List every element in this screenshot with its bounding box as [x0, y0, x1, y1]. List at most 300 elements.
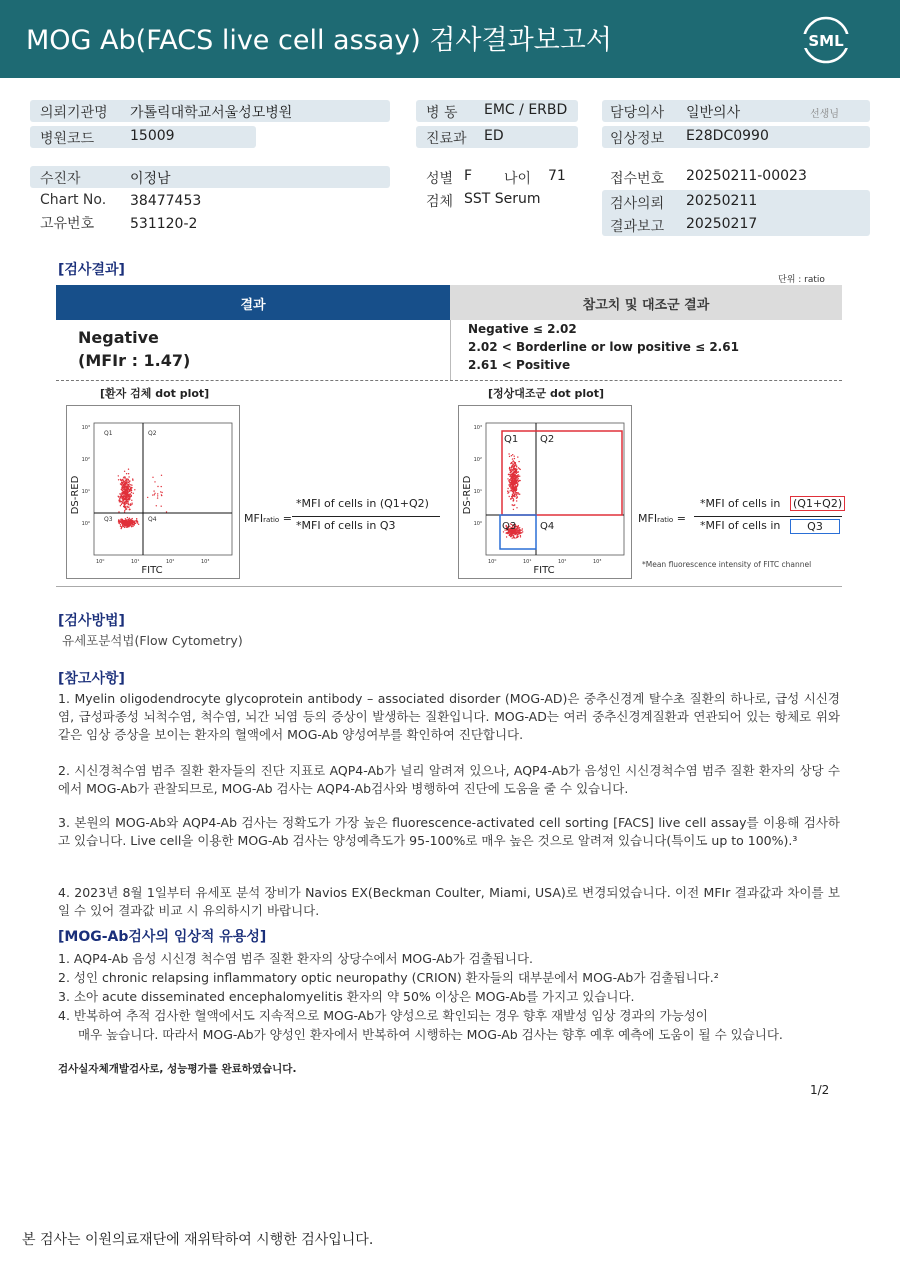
scatter-dot: [124, 527, 125, 528]
scatter-dot: [516, 478, 517, 479]
scatter-dot: [121, 484, 122, 485]
scatter-dot: [506, 532, 507, 533]
patient-mfi-eq: =: [282, 512, 292, 525]
reference-line2: 2.02 < Borderline or low positive ≤ 2.61: [468, 340, 739, 354]
specimen-value: SST Serum: [464, 191, 541, 207]
scatter-dot: [512, 473, 513, 474]
scatter-dot: [128, 489, 129, 490]
scatter-dot: [511, 467, 512, 468]
scatter-dot: [514, 479, 515, 480]
scatter-dot: [125, 518, 126, 519]
scatter-dot: [125, 503, 126, 504]
receipt-value: 20250211-00023: [686, 168, 807, 184]
scatter-dot: [511, 462, 512, 463]
receipt-label: 접수번호: [610, 171, 665, 187]
institution-value: 가톨릭대학교서울성모병원: [130, 105, 293, 121]
patient-tick-x2: 10²: [166, 559, 175, 565]
clinical-item-3: 3. 소아 acute disseminated encephalomyelitis 환자의 약 50% 이상은 MOG-Ab를 가지고 있습니다.: [58, 989, 635, 1004]
scatter-dot: [121, 496, 122, 497]
scatter-dot: [517, 493, 518, 494]
clinical-item-4-cont: 매우 높습니다. 따라서 MOG-Ab가 양성인 환자에서 반복하여 시행하는 MOG-Ab 검사는 향후 예후 예측에 도움이 될 수 있습니다.: [78, 1027, 783, 1042]
scatter-dot: [161, 506, 162, 507]
patient-mfi-text: MFI: [244, 512, 264, 525]
scatter-dot: [160, 491, 161, 492]
scatter-dot: [130, 490, 131, 491]
scatter-dot: [130, 484, 131, 485]
scatter-dot: [157, 495, 158, 496]
result-col-title: 결과: [240, 298, 266, 313]
scatter-dot: [123, 524, 124, 525]
scatter-dot: [119, 521, 120, 522]
control-mfi-text: MFI: [638, 512, 658, 525]
scatter-dot: [123, 491, 124, 492]
control-x-axis: FITC: [533, 565, 555, 576]
bottom-note: 본 검사는 이원의료재단에 재위탁하여 시행한 검사입니다.: [22, 1232, 374, 1248]
report-title: MOG Ab(FACS live cell assay) 검사결과보고서: [26, 25, 612, 56]
control-y-axis: DS-RED: [462, 475, 473, 515]
control-q1: Q1: [504, 434, 519, 445]
scatter-dot: [152, 494, 153, 495]
scatter-dot: [124, 524, 125, 525]
scatter-dot: [122, 498, 123, 499]
control-tick-y0: 10³: [473, 425, 482, 431]
scatter-dot: [512, 466, 513, 467]
scatter-dot: [511, 476, 512, 477]
scatter-dot: [154, 481, 155, 482]
scatter-dot: [507, 478, 508, 479]
scatter-dot: [512, 461, 513, 462]
scatter-dot: [514, 458, 515, 459]
institution-label: 의뢰기관명: [40, 105, 108, 121]
scatter-dot: [521, 532, 522, 533]
scatter-dot: [132, 518, 133, 519]
patient-mfi-label: [244, 512, 292, 525]
scatter-dot: [520, 469, 521, 470]
patient-formula-numerator: *MFI of cells in (Q1+Q2): [296, 497, 429, 510]
scatter-dot: [128, 499, 129, 500]
scatter-dot: [519, 529, 520, 530]
scatter-dot: [157, 497, 158, 498]
scatter-dot: [131, 503, 132, 504]
scatter-dot: [518, 461, 519, 462]
control-q4: Q4: [540, 521, 555, 532]
scatter-dot: [516, 537, 517, 538]
scatter-dot: [515, 490, 516, 491]
sml-logo-icon: [800, 14, 852, 66]
patient-tick-y1: 10²: [81, 457, 90, 463]
scatter-dot: [518, 467, 519, 468]
scatter-dot: [120, 526, 121, 527]
scatter-dot: [517, 533, 518, 534]
chart-value: 38477453: [130, 193, 202, 209]
scatter-dot: [122, 520, 123, 521]
scatter-dot: [516, 492, 517, 493]
scatter-dot: [509, 484, 510, 485]
patient-q4: Q4: [148, 516, 157, 523]
scatter-dot: [128, 506, 129, 507]
scatter-dot: [122, 526, 123, 527]
scatter-dot: [120, 519, 121, 520]
scatter-dot: [129, 483, 130, 484]
control-mfi-eq: =: [676, 512, 686, 525]
scatter-dot: [157, 493, 158, 494]
scatter-dot: [120, 483, 121, 484]
clinical-label: 임상정보: [610, 131, 665, 147]
scatter-dot: [121, 480, 122, 481]
clinical-item-2: 2. 성인 chronic relapsing inflammatory optic neuropathy (CRION) 환자들의 대부분에서 MOG-Ab가 검출됩니다.²: [58, 970, 719, 985]
scatter-dot: [120, 479, 121, 480]
scatter-dot: [157, 486, 158, 487]
scatter-dot: [124, 502, 125, 503]
scatter-dot: [121, 495, 122, 496]
patient-tick-x1: 10¹: [131, 559, 140, 565]
patient-q2: Q2: [148, 430, 157, 437]
scatter-dot: [517, 479, 518, 480]
scatter-dot: [126, 473, 127, 474]
scatter-dot: [134, 489, 135, 490]
control-tick-y3: 10⁰: [473, 521, 482, 527]
note-2: 2. 시신경척수염 범주 질환 환자들의 진단 지표로 AQP4-Ab가 널리 알려져 있으나, AQP4-Ab가 음성인 시신경척수염 범주 질환 환자의 상당 수에서 MOG-Ab가 관찰되므로, MOG-Ab 검사는 AQP4-Ab검사와 병행하여 진단에 도움을 줄 수 있습니다.: [58, 763, 840, 796]
dept-value: ED: [484, 128, 504, 144]
scatter-dot: [516, 469, 517, 470]
patient-formula-denominator: *MFI of cells in Q3: [296, 519, 396, 532]
scatter-dot: [130, 523, 131, 524]
scatter-dot: [120, 505, 121, 506]
scatter-dot: [123, 480, 124, 481]
scatter-dot: [161, 486, 162, 487]
scatter-dot: [126, 493, 127, 494]
scatter-dot: [126, 527, 127, 528]
scatter-dot: [512, 534, 513, 535]
scatter-dot: [126, 480, 127, 481]
scatter-dot: [125, 496, 126, 497]
scatter-dot: [520, 535, 521, 536]
scatter-dot: [125, 487, 126, 488]
scatter-dot: [517, 484, 518, 485]
scatter-dot: [131, 525, 132, 526]
scatter-dot: [521, 530, 522, 531]
scatter-dot: [127, 487, 128, 488]
result-value-line2: (MFIr : 1.47): [78, 351, 191, 370]
control-plot-title: [정상대조군 dot plot]: [488, 387, 604, 400]
control-tick-x0: 10⁰: [488, 559, 497, 565]
scatter-dot: [514, 456, 515, 457]
scatter-dot: [517, 456, 518, 457]
scatter-dot: [128, 504, 129, 505]
scatter-dot: [522, 531, 523, 532]
scatter-dot: [124, 506, 125, 507]
scatter-dot: [519, 532, 520, 533]
clinical-section-title: [MOG-Ab검사의 임상적 유용성]: [58, 929, 267, 945]
scatter-dot: [122, 490, 123, 491]
scatter-dot: [133, 493, 134, 494]
scatter-dot: [132, 522, 133, 523]
scatter-dot: [161, 475, 162, 476]
scatter-dot: [516, 497, 517, 498]
scatter-dot: [508, 492, 509, 493]
patient-y-axis: DS-RED: [70, 475, 81, 515]
scatter-dot: [119, 499, 120, 500]
scatter-dot: [514, 469, 515, 470]
reference-line1: Negative ≤ 2.02: [468, 322, 577, 336]
patient-q3: Q3: [104, 516, 113, 523]
scatter-dot: [513, 486, 514, 487]
scatter-dot: [122, 485, 123, 486]
control-q3: Q3: [502, 521, 517, 532]
method-text: 유세포분석법(Flow Cytometry): [62, 633, 243, 648]
scatter-dot: [517, 530, 518, 531]
request-value: 20250211: [686, 193, 758, 209]
scatter-dot: [125, 494, 126, 495]
scatter-dot: [518, 480, 519, 481]
control-numerator-box: (Q1+Q2): [790, 496, 845, 511]
notes-section-title: [참고사항]: [58, 671, 125, 687]
mfi-footnote: *Mean fluorescence intensity of FITC channel: [642, 560, 812, 569]
scatter-dot: [507, 490, 508, 491]
scatter-dot: [516, 507, 517, 508]
scatter-dot: [127, 486, 128, 487]
scatter-dot: [132, 520, 133, 521]
scatter-dot: [153, 490, 154, 491]
scatter-dot: [131, 485, 132, 486]
scatter-dot: [516, 535, 517, 536]
patient-q1: Q1: [104, 430, 113, 437]
patient-x-axis: FITC: [141, 565, 163, 576]
control-fraction-line: [694, 516, 842, 517]
patient-tick-y0: 10³: [81, 425, 90, 431]
scatter-dot: [515, 470, 516, 471]
scatter-dot: [121, 489, 122, 490]
dashed-divider: [56, 380, 842, 381]
doctor-suffix: 선생님: [810, 109, 839, 120]
scatter-dot: [509, 535, 510, 536]
scatter-dot: [129, 524, 130, 525]
reference-col-title: 참고치 및 대조군 결과: [582, 298, 710, 313]
scatter-dot: [118, 519, 119, 520]
scatter-dot: [516, 476, 517, 477]
scatter-dot: [516, 500, 517, 501]
patient-tick-y3: 10⁰: [81, 521, 90, 527]
scatter-dot: [512, 494, 513, 495]
scatter-dot: [125, 492, 126, 493]
scatter-dot: [123, 482, 124, 483]
scatter-dot: [124, 523, 125, 524]
patient-tick-x0: 10⁰: [96, 559, 105, 565]
scatter-dot: [124, 521, 125, 522]
scatter-dot: [127, 517, 128, 518]
doctor-value: 일반의사: [686, 105, 741, 121]
scatter-dot: [131, 487, 132, 488]
info-bar-patient: [30, 166, 390, 188]
scatter-dot: [131, 504, 132, 505]
scatter-dot: [512, 537, 513, 538]
ward-value: EMC / ERBD: [484, 102, 568, 118]
scatter-dot: [512, 504, 513, 505]
scatter-dot: [130, 503, 131, 504]
control-tick-y2: 10¹: [473, 489, 482, 495]
scatter-dot: [161, 495, 162, 496]
sex-label: 성별: [426, 171, 454, 187]
patient-value: 이정남: [130, 171, 171, 187]
scatter-dot: [120, 524, 121, 525]
scatter-dot: [514, 532, 515, 533]
hospital-code-value: 15009: [130, 128, 175, 144]
scatter-dot: [511, 484, 512, 485]
scatter-dot: [126, 506, 127, 507]
scatter-dot: [131, 495, 132, 496]
scatter-dot: [506, 536, 507, 537]
scatter-dot: [126, 521, 127, 522]
scatter-dot: [133, 524, 134, 525]
control-formula-numerator: *MFI of cells in: [700, 497, 781, 510]
scatter-dot: [127, 491, 128, 492]
scatter-dot: [126, 481, 127, 482]
control-tick-x3: 10³: [593, 559, 602, 565]
scatter-dot: [513, 499, 514, 500]
scatter-dot: [512, 495, 513, 496]
scatter-dot: [512, 497, 513, 498]
scatter-dot: [130, 505, 131, 506]
scatter-dot: [123, 496, 124, 497]
note-4: 4. 2023년 8월 1일부터 유세포 분석 장비가 Navios EX(Beckman Coulter, Miami, USA)로 변경되었습니다. 이전 MFIr 결과값과 차이를 보일 수 있어 결과값 비교 시 유의하시기 바랍니다.: [58, 885, 840, 918]
scatter-dot: [515, 482, 516, 483]
patient-fraction-line: [292, 516, 440, 517]
dept-label: 진료과: [426, 131, 467, 147]
scatter-dot: [119, 522, 120, 523]
doctor-label: 담당의사: [610, 105, 665, 121]
scatter-dot: [509, 476, 510, 477]
scatter-dot: [124, 484, 125, 485]
scatter-dot: [124, 499, 125, 500]
scatter-dot: [511, 496, 512, 497]
scatter-dot: [136, 520, 137, 521]
scatter-dot: [508, 474, 509, 475]
scatter-dot: [522, 528, 523, 529]
scatter-dot: [152, 477, 153, 478]
scatter-dot: [512, 458, 513, 459]
report-value: 20250217: [686, 216, 758, 232]
scatter-dot: [154, 494, 155, 495]
clinical-item-1: 1. AQP4-Ab 음성 시신경 척수염 범주 질환 환자의 상당수에서 MOG-Ab가 검출됩니다.: [58, 951, 533, 966]
scatter-dot: [118, 511, 119, 512]
scatter-dot: [123, 500, 124, 501]
scatter-dot: [122, 502, 123, 503]
control-tick-y1: 10²: [473, 457, 482, 463]
scatter-dot: [509, 456, 510, 457]
control-tick-x1: 10¹: [523, 559, 532, 565]
scatter-dot: [125, 507, 126, 508]
scatter-dot: [516, 466, 517, 467]
scatter-dot: [510, 482, 511, 483]
scatter-dot: [125, 480, 126, 481]
scatter-dot: [518, 525, 519, 526]
scatter-dot: [519, 494, 520, 495]
scatter-dot: [118, 496, 119, 497]
scatter-dot: [128, 476, 129, 477]
scatter-dot: [126, 483, 127, 484]
clinical-value: E28DC0990: [686, 128, 769, 144]
result-value-line1: Negative: [78, 328, 159, 347]
scatter-dot: [128, 526, 129, 527]
request-label: 검사의뢰: [610, 196, 665, 212]
note-3: 3. 본원의 MOG-Ab와 AQP4-Ab 검사는 정확도가 가장 높은 fluorescence-activated cell sorting [FACS] live cell assay를 이용해 검사하고 있습니다. Live cell을 이용한 MOG-Ab 검사는 양성예측도가 95-100%로 매우 높은 것으로 알려져 있습니다(특이도 up to 100%).³: [58, 815, 840, 848]
scatter-dot: [128, 479, 129, 480]
scatter-dot: [126, 500, 127, 501]
patient-tick-y2: 10¹: [81, 489, 90, 495]
scatter-dot: [124, 510, 125, 511]
age-label: 나이: [504, 171, 532, 187]
scatter-dot: [132, 480, 133, 481]
scatter-dot: [129, 486, 130, 487]
scatter-dot: [125, 523, 126, 524]
note-1: 1. Myelin oligodendrocyte glycoprotein antibody – associated disorder (MOG-AD)은 중추신경계 탈수초 질환의 하나로, 급성 시신경염, 급성파종성 뇌척수염, 척수염, 뇌간 뇌염 등의 증상이 발생하는 질환입니다. MOG-AD는 여러 중추신경계질환과 연관되어 있는 항체로 위와 같은 임상 증상을 보이는 환자의 혈액에서 MOG-Ab 양성여부를 확인하여 진단합니다.: [58, 691, 840, 742]
scatter-dot: [509, 467, 510, 468]
scatter-dot: [123, 493, 124, 494]
scatter-dot: [519, 476, 520, 477]
scatter-dot: [124, 471, 125, 472]
id-label: 고유번호: [40, 216, 95, 232]
scatter-dot: [520, 529, 521, 530]
scatter-dot: [121, 527, 122, 528]
report-label: 결과보고: [610, 219, 665, 235]
scatter-dot: [509, 490, 510, 491]
scatter-dot: [147, 497, 148, 498]
scatter-dot: [515, 491, 516, 492]
scatter-dot: [511, 471, 512, 472]
scatter-dot: [156, 505, 157, 506]
scatter-dot: [513, 475, 514, 476]
scatter-dot: [508, 453, 509, 454]
clinical-item-4: 4. 반복하여 추적 검사한 혈액에서도 지속적으로 MOG-Ab가 양성으로 확인되는 경우 향후 재발성 임상 경과의 가능성이: [58, 1008, 708, 1023]
scatter-dot: [515, 533, 516, 534]
method-section-title: [검사방법]: [58, 613, 125, 629]
scatter-dot: [514, 496, 515, 497]
age-value: 71: [548, 168, 566, 184]
scatter-dot: [510, 532, 511, 533]
logo-text: SML: [808, 32, 844, 50]
result-bottom-line: [56, 586, 842, 587]
scatter-dot: [118, 475, 119, 476]
scatter-dot: [516, 494, 517, 495]
scatter-dot: [514, 494, 515, 495]
scatter-dot: [508, 532, 509, 533]
scatter-dot: [129, 509, 130, 510]
scatter-dot: [511, 455, 512, 456]
scatter-dot: [121, 481, 122, 482]
scatter-dot: [514, 504, 515, 505]
scatter-dot: [510, 469, 511, 470]
scatter-dot: [507, 488, 508, 489]
scatter-dot: [122, 487, 123, 488]
scatter-dot: [520, 536, 521, 537]
sex-value: F: [464, 168, 473, 184]
scatter-dot: [132, 526, 133, 527]
validation-note: 검사실자체개발검사로, 성능평가를 완료하였습니다.: [58, 1063, 297, 1075]
scatter-dot: [513, 483, 514, 484]
patient-plot-title: [환자 검체 dot plot]: [100, 387, 210, 400]
scatter-dot: [128, 482, 129, 483]
scatter-dot: [513, 463, 514, 464]
table-divider: [450, 320, 451, 380]
control-q2: Q2: [540, 434, 555, 445]
scatter-dot: [120, 501, 121, 502]
scatter-dot: [125, 489, 126, 490]
control-mfi-sub: ratio: [657, 516, 674, 524]
scatter-dot: [510, 479, 511, 480]
scatter-dot: [509, 496, 510, 497]
id-value: 531120-2: [130, 216, 198, 232]
scatter-dot: [128, 469, 129, 470]
